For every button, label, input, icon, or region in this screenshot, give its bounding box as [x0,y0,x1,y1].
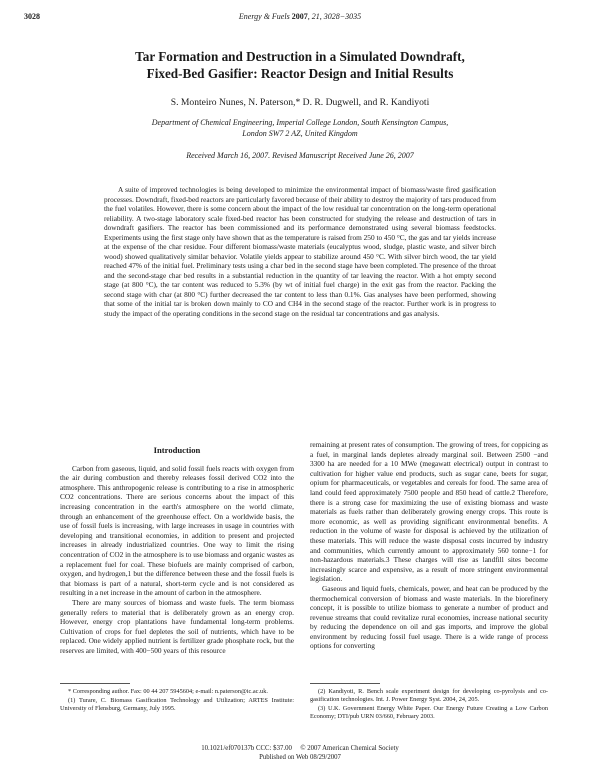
journal-citation: , 21, 3028−3035 [307,12,362,21]
footnote-3: (3) U.K. Government Energy White Paper. Our Energy Future Creating a Low Carbon Economy; DTI/pub URN 03/660, February 2003. [310,705,548,720]
doi-line: 10.1021/ef070137b CCC: $37.00 © 2007 American Chemical Society [201,745,399,752]
title-line-2: Fixed-Bed Gasifier: Reactor Design and Initial Results [146,66,454,81]
affiliation-line-1: Department of Chemical Engineering, Imperial College London, South Kensington Campus, [151,118,449,127]
intro-paragraph-4: Gaseous and liquid fuels, chemicals, power, and heat can be produced by the thermochemical conversion of biomass and waste materials. In the biorefinery concept, it is possible to utilize biomass to generate a number of product and revenue streams that could revitalize rural economies, increase national security by reducing the dependence on oil and gas imports, and improve the global environment by reducing fossil fuel usage. There is a wide range of process options for converting [310,583,548,651]
received-dates: Received March 16, 2007. Revised Manuscript Received June 26, 2007 [186,151,414,160]
affiliation [60,117,540,139]
running-header [0,12,600,21]
article-title [60,48,540,82]
intro-paragraph-3: remaining at present rates of consumption. The growing of trees, for coppicing as a fuel, in marginal lands depletes already marginal soil. Between 2500 −and 3300 ha are needed for a 10 MWe (megawatt electrical) output in contrast to cultivation for higher value end products, such as sugar cane, beets for sugar, opium for pharmaceuticals, or vegetables and cereals for food. The same area of land could feed approximately 7500 people and 850 head of cattle.2 Therefore, there is a strong case for maximizing the use of existing biomass and waste materials as fuels rather than deliberately growing energy crops. This route is more economic, as well as providing significant environmental benefits. A reduction in the volume of waste for disposal is achieved by the utilization of these materials. This will reduce the waste disposal costs incurred by industry and communities, which currently amount to approximately 560 tonne−1 for non-hazardous materials.3 These charges will rise as landfill sites become increasingly scarce and expensive, as a result of more stringent environmental legislation. [310,440,548,584]
footnote-corresponding: * Corresponding author. Fax: 00 44 207 5945604; e-mail: n.paterson@ic.ac.uk. [68,688,268,695]
footnote-divider-right [310,683,380,684]
footnotes-left [60,688,294,714]
footnote-divider-left [60,683,130,684]
footnote-2: (2) Kandiyoti, R. Bench scale experiment design for developing co-pyrolysis and co-gasification technologies. Int. J. Power Energy Syst. 2004, 24, 205. [310,688,548,703]
page-footer [0,744,600,762]
published-date: Published on Web 08/29/2007 [259,754,341,761]
left-column [60,440,294,655]
footnotes-right [310,688,548,722]
intro-paragraph-2: There are many sources of biomass and waste fuels. The term biomass generally refers to material that is deliberately grown as an energy crop. However, energy crop plantations have fundamental long-term problems. Cultivation of crops for fuel depletes the soil of nutrients, which have to be replaced. One widely applied nutrient is fertilizer grade phosphate rock, but the reserves are limited, with 400−500 years of this resource [60,597,294,655]
author-list: S. Monteiro Nunes, N. Paterson,* D. R. Dugwell, and R. Kandiyoti [170,97,430,108]
intro-paragraph-1: Carbon from gaseous, liquid, and solid fossil fuels reacts with oxygen from the air during combustion and thereby releases fossil derived CO2 into the atmosphere. This anthropogenic release is contributing to a rise in atmospheric CO2 concentrations. There are serious concerns about the impact of this increasing concentration in the earth's atmosphere on the world climate, through an enhancement of the greenhouse effect. On a worldwide basis, the use of fossil fuels is increasing, with large increases in usage in countries with developing and transitional economies, in addition to present and projected increases in already industrialized countries. One way to limit the rising concentration of CO2 in the atmosphere is to use biomass and organic wastes as a replacement fuel for coal. These biofuels are mainly comprised of carbon, oxygen, and hydrogen,1 but the difference between these and the fossil fuels is that biomass is part of a natural, short-term cycle and is not considered as resulting in a net increase in the amount of carbon in the atmosphere. [60,463,294,598]
journal-name: Energy & Fuels [238,12,290,21]
affiliation-line-2: London SW7 2 AZ, United Kingdom [242,129,358,138]
abstract: A suite of improved technologies is being developed to minimize the environmental impact of biomass/waste fired gasification processes. Downdraft, fixed-bed reactors are particularly favored because of their ability to destroy the majority of tars produced from the fuel volatiles. However, there is some concern about the impact of the low residual tar concentration on the long-term operational reliability. A two-stage laboratory scale fixed-bed reactor has been constructed for studying the release and destruction of tars in downdraft gasifiers. The reactor has been commissioned and its performance demonstrated using several biomass feedstocks. Experiments using the first stage only have shown that as the temperature is raised from 250 to 450 °C, the gas and tar yields increase at the expense of the char residue. Four different biomass/waste materials (eucalyptus wood, sludge, plastic waste, and silver birch wood) showed qualitatively similar behavior. Volatile yields appear to stabilize around 450 °C. With silver birch wood, the tar yield reached 47% of the initial fuel. Preliminary tests using a char bed in the second stage have been completed. The presence of the throat and the second-stage char bed results in a substantial reduction in the quantity of tar leaving the reactor. With a hot empty second stage (at 800 °C), the tar content was reduced to 5.3% (by wt of initial fuel charge) in the exit gas from the reactor. Packing the second stage with char (at 800 °C) further decreased the tar content to less than 0.1%. Gas analyses have been performed, showing that some of the initial tar is broken down mainly to CO and CH4 in the second stage of the reactor. Further work is in progress to study the impact of the operating conditions in the second stage on the residual tar concentrations and gas analysis. [104,185,496,318]
footnote-1: (1) Turare, C. Biomass Gasification Technology and Utilization; ARTES Institute: University of Flensburg, Germany, July 1995. [60,697,294,712]
journal-year: 2007 [291,12,308,21]
title-line-1: Tar Formation and Destruction in a Simulated Downdraft, [135,49,465,64]
section-heading-introduction: Introduction [153,445,201,455]
page-number: 3028 [24,12,40,21]
right-column [310,440,548,651]
